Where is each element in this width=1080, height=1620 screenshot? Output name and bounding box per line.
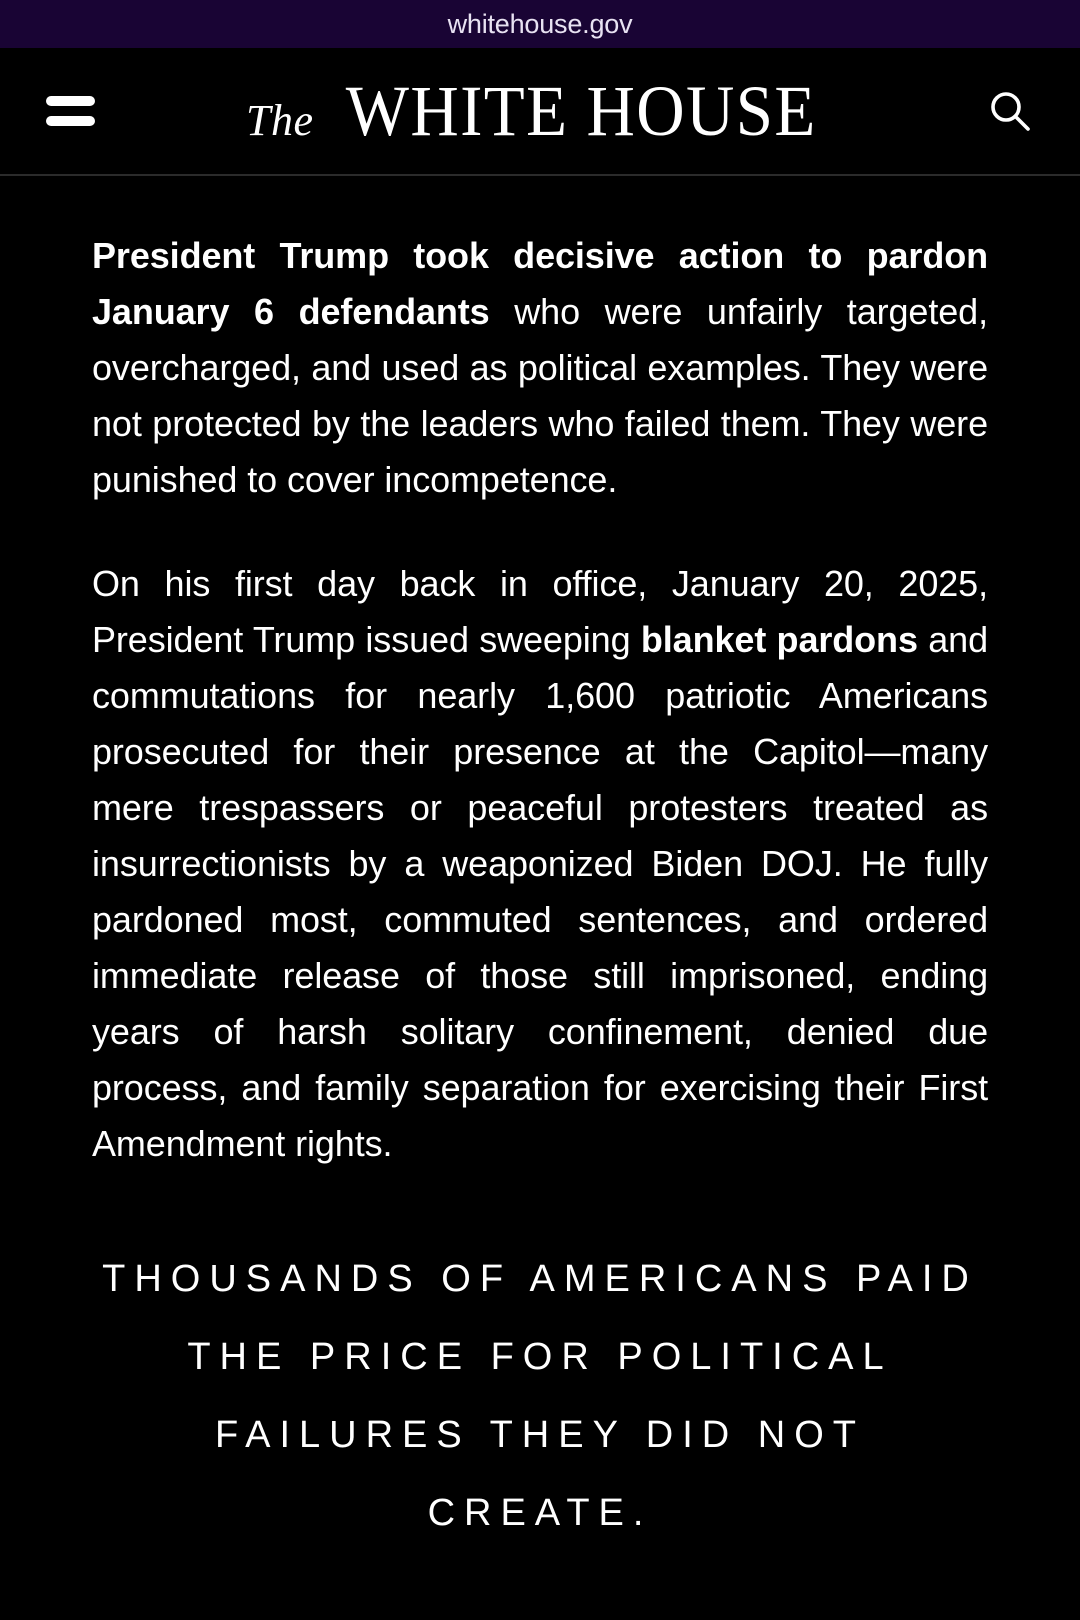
hamburger-menu-icon[interactable] [46, 96, 95, 126]
article-body [0, 228, 1080, 1552]
paragraph-1 [92, 228, 988, 508]
site-header [0, 48, 1080, 176]
hamburger-bar-2 [46, 116, 95, 126]
paragraph-1-lead: President Trump took decisive action to pardon January 6 defendants [92, 235, 988, 332]
pullquote: THOUSANDS OF AMERICANS PAID THE PRICE FOR POLITICAL FAILURES THEY DID NOT CREATE. [102, 1258, 978, 1534]
url-text: whitehouse.gov [447, 8, 633, 39]
paragraph-1-rest: who were unfairly targeted, overcharged, and used as political examples. They were not protected by the leaders who failed them. They were punished to cover incompetence. [92, 291, 988, 500]
search-icon [986, 87, 1034, 135]
browser-url-bar[interactable] [0, 0, 1080, 48]
search-button[interactable] [984, 85, 1036, 137]
hamburger-bar-1 [46, 96, 95, 106]
paragraph-2-after: and commutations for nearly 1,600 patriotic Americans prosecuted for their presence at the Capitol—many mere trespassers or peaceful protesters treated as insurrectionists by a weaponized Biden DOJ. He fully pardoned most, commuted sentences, and ordered immediate release of those still imprisoned, ending years of harsh solitary confinement, denied due process, and family separation for exercising their First Amendment rights. [92, 619, 988, 1164]
site-logo[interactable] [246, 71, 834, 151]
paragraph-2-emphasis: blanket pardons [640, 619, 918, 660]
brand-prefix: The [246, 96, 314, 145]
paragraph-2 [92, 556, 988, 1172]
brand-name: WHITE HOUSE [345, 71, 817, 151]
paragraph-2-before: On his first day back in office, January 20, 2025, President Trump issued sweeping [92, 563, 988, 660]
